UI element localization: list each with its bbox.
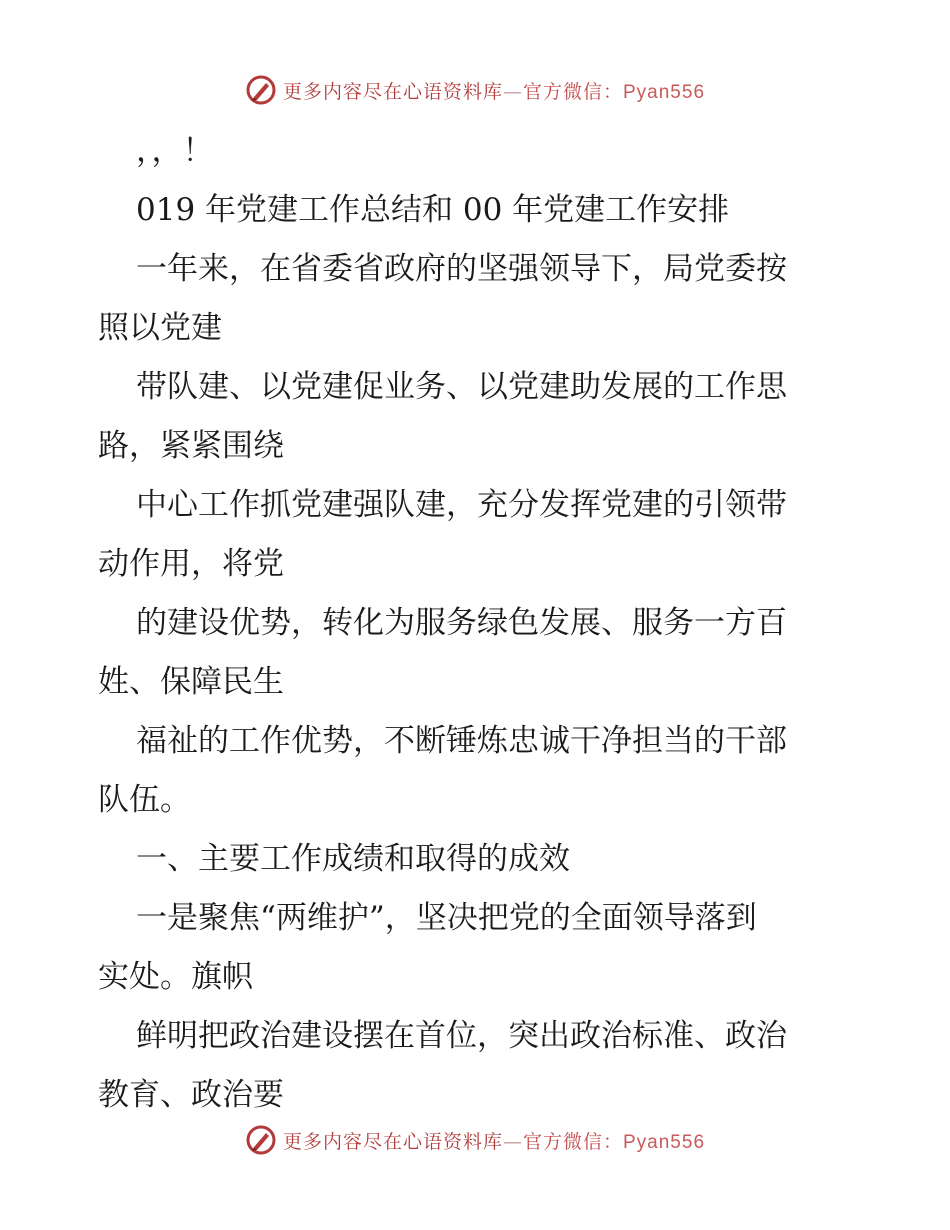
body-line: 福祉的工作优势，不断锤炼忠诚干净担当的干部 <box>136 723 787 759</box>
body-line: 动作用，将党 <box>98 546 284 582</box>
footer-banner-separator: — <box>502 1130 523 1153</box>
document-body <box>98 122 858 1125</box>
header-banner-text <box>283 77 705 104</box>
footer-banner-text <box>283 1127 705 1154</box>
body-line: 实处。旗帜 <box>98 959 253 995</box>
section-heading: 一、主要工作成绩和取得的成效 <box>136 841 570 877</box>
pen-circle-icon <box>245 74 277 106</box>
body-line: 中心工作抓党建强队建，充分发挥党建的引领带 <box>136 487 787 523</box>
header-banner-main: 更多内容尽在心语资料库 <box>282 80 503 103</box>
body-line: 带队建、以党建促业务、以党建助发展的工作思 <box>136 369 787 405</box>
body-line: 照以党建 <box>98 310 222 346</box>
body-line: 教育、政治要 <box>98 1077 284 1113</box>
body-line: 姓、保障民生 <box>98 664 284 700</box>
footer-banner-main: 更多内容尽在心语资料库 <box>282 1130 503 1153</box>
header-banner-handle: Pyan556 <box>623 81 706 103</box>
header-banner-separator: — <box>502 80 523 103</box>
pen-circle-icon <box>245 1124 277 1156</box>
body-line: 一年来，在省委省政府的坚强领导下，局党委按 <box>136 251 787 287</box>
body-line: 鲜明把政治建设摆在首位，突出政治标准、政治 <box>136 1018 787 1054</box>
footer-banner-handle: Pyan556 <box>623 1131 706 1153</box>
body-line: 一是聚焦“两维护”，坚决把党的全面领导落到 <box>136 900 757 936</box>
body-line: 队伍。 <box>98 782 191 818</box>
body-line: 019 年党建工作总结和 00 年党建工作安排 <box>136 192 730 228</box>
footer-banner-official: 官方微信： <box>522 1130 623 1153</box>
body-line: 路，紧紧围绕 <box>98 428 284 464</box>
header-banner <box>0 70 950 110</box>
header-banner-official: 官方微信： <box>522 80 623 103</box>
body-line: 的建设优势，转化为服务绿色发展、服务一方百 <box>136 605 787 641</box>
body-line: ，，！ <box>136 133 214 169</box>
footer-banner <box>0 1120 950 1160</box>
